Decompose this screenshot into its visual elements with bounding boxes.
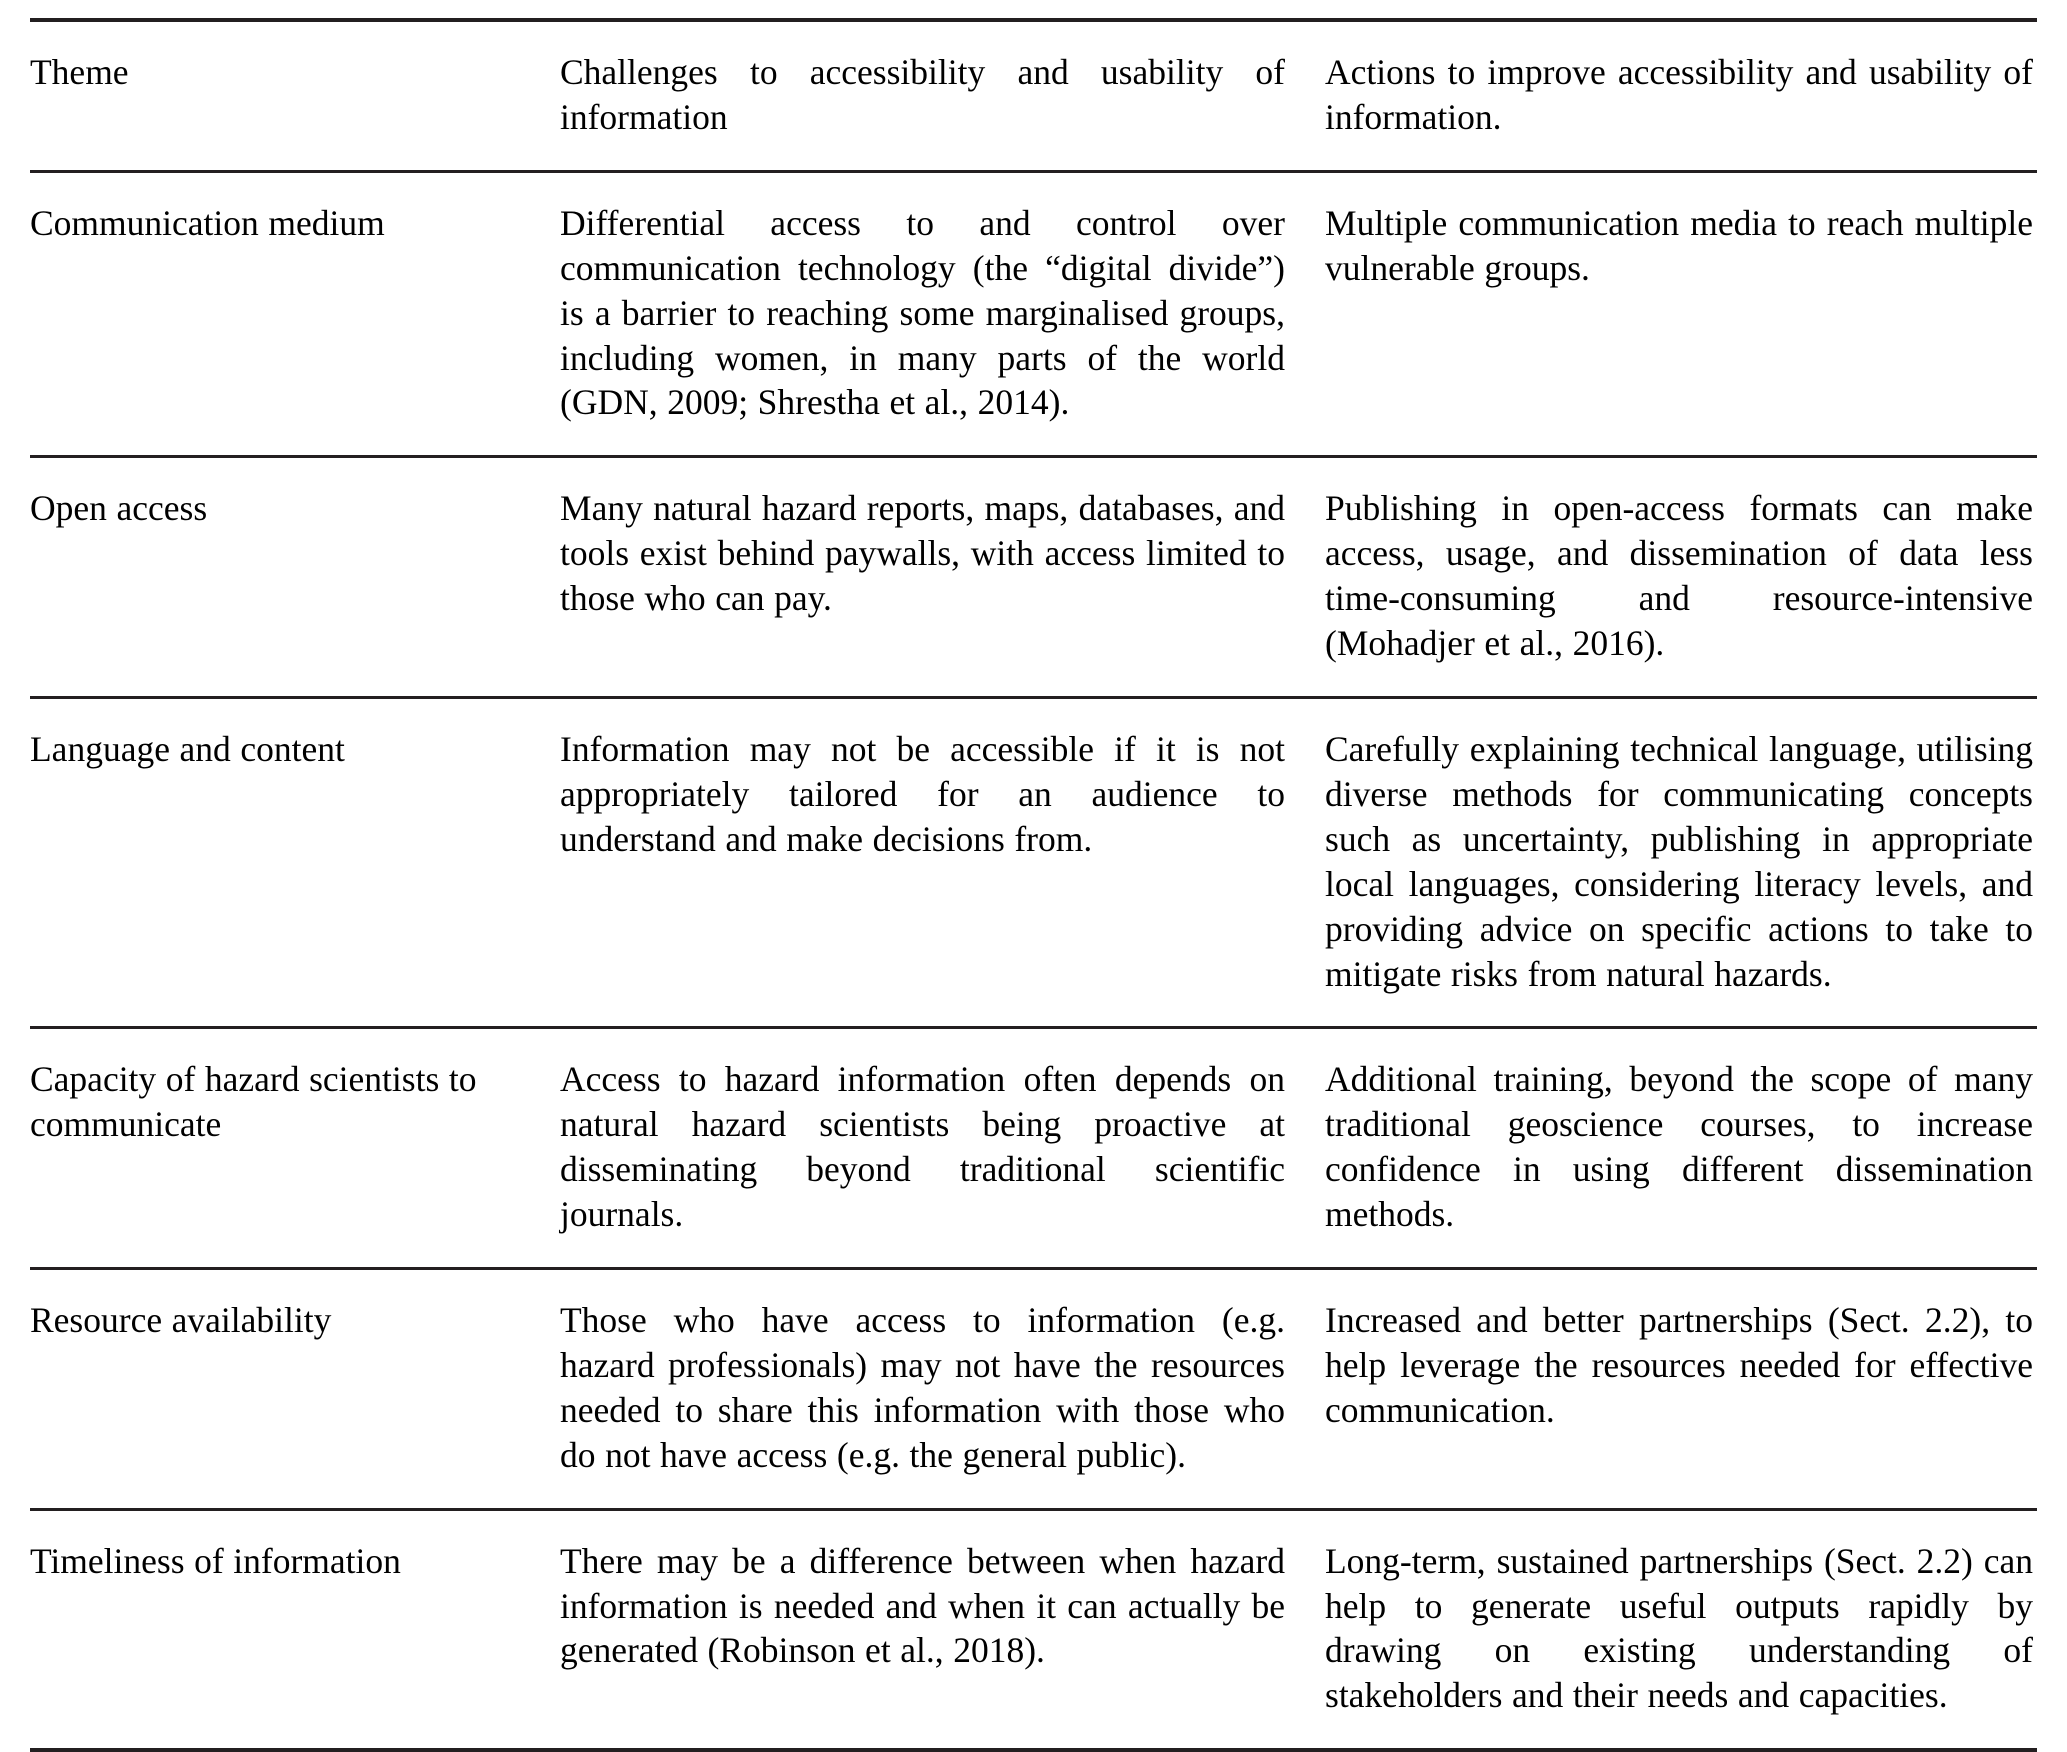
actions-text: Multiple communication media to reach multiple vulnerable groups. <box>1325 202 2033 288</box>
actions-text: Long-term, sustained partnerships (Sect. 2.2) can help to generate useful outputs rapidly by drawing on existing understanding of stakeholders and their needs and capacities. <box>1325 1540 2033 1716</box>
rule-cell <box>30 1748 2037 1752</box>
table-header-row <box>30 22 2037 170</box>
header-cell-challenges <box>560 22 1325 170</box>
actions-text: Carefully explaining technical language, utilising diverse methods for communicating concepts such as uncertainty, publishing in appropriate local languages, considering literacy levels, and providing advice on specific actions to take to mitigate risks from natural hazards. <box>1325 728 2033 994</box>
cell-challenges <box>560 1511 1325 1749</box>
table-body <box>30 18 2037 1752</box>
challenges-text: Those who have access to information (e.g. hazard professionals) may not have the resources needed to share this information with those who do not have access (e.g. the general public). <box>560 1300 1285 1475</box>
theme-text: Timeliness of information <box>30 1540 401 1581</box>
theme-text: Capacity of hazard scientists to communicate <box>30 1059 477 1145</box>
cell-theme <box>30 699 560 1026</box>
table-row <box>30 1270 2037 1508</box>
table-row <box>30 1511 2037 1749</box>
table-row <box>30 1029 2037 1267</box>
theme-text: Language and content <box>30 728 345 769</box>
challenges-text: Many natural hazard reports, maps, databases, and tools exist behind paywalls, with access limited to those who can pay. <box>560 488 1285 619</box>
theme-text: Communication medium <box>30 202 385 243</box>
challenges-text: Information may not be accessible if it is not appropriately tailored for an audience to understand and make decisions from. <box>560 728 1285 859</box>
cell-theme <box>30 458 560 696</box>
cell-actions <box>1325 1511 2037 1749</box>
cell-actions <box>1325 699 2037 1026</box>
table-row <box>30 699 2037 1026</box>
theme-text: Open access <box>30 488 208 529</box>
cell-theme <box>30 173 560 456</box>
challenges-text: Access to hazard information often depends on natural hazard scientists being proactive at disseminating beyond traditional scientific journals. <box>560 1059 1285 1235</box>
cell-challenges <box>560 173 1325 456</box>
cell-theme <box>30 1029 560 1267</box>
challenges-text: Differential access to and control over communication technology (the “digital divide”) is a barrier to reaching some marginalised groups, including women, in many parts of the world (GDN, 2009; Shrestha et al., 2014). <box>560 202 1285 423</box>
actions-text: Publishing in open-access formats can make access, usage, and dissemination of data less time-consuming and resource-intensive (Mohadjer et al., 2016). <box>1325 488 2033 664</box>
cell-theme <box>30 1511 560 1749</box>
header-cell-actions <box>1325 22 2037 170</box>
header-actions-text: Actions to improve accessibility and usability of information. <box>1325 52 2033 137</box>
header-theme-text: Theme <box>30 52 129 92</box>
cell-challenges <box>560 458 1325 696</box>
horizontal-rule <box>30 1748 2037 1752</box>
cell-actions <box>1325 458 2037 696</box>
actions-text: Increased and better partnerships (Sect. 2.2), to help leverage the resources needed for effective communication. <box>1325 1300 2033 1430</box>
table-row <box>30 173 2037 456</box>
table-row <box>30 458 2037 696</box>
cell-challenges <box>560 699 1325 1026</box>
table-bottom-rule <box>30 1748 2037 1752</box>
header-cell-theme <box>30 22 560 170</box>
challenges-text: There may be a difference between when hazard information is needed and when it can actually be generated (Robinson et al., 2018). <box>560 1540 1285 1671</box>
cell-challenges <box>560 1270 1325 1508</box>
cell-theme <box>30 1270 560 1508</box>
cell-actions <box>1325 1029 2037 1267</box>
accessibility-usability-table <box>30 18 2037 1752</box>
theme-text: Resource availability <box>30 1300 332 1341</box>
cell-actions <box>1325 173 2037 456</box>
header-challenges-text: Challenges to accessibility and usability of information <box>560 52 1285 137</box>
cell-actions <box>1325 1270 2037 1508</box>
cell-challenges <box>560 1029 1325 1267</box>
actions-text: Additional training, beyond the scope of many traditional geoscience courses, to increase confidence in using different dissemination methods. <box>1325 1059 2033 1235</box>
